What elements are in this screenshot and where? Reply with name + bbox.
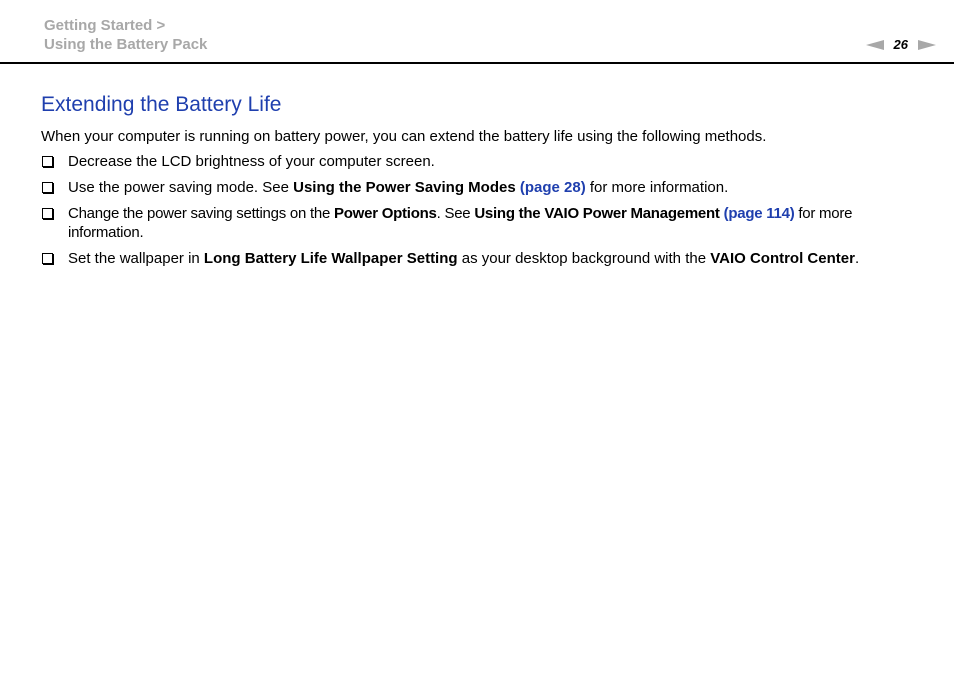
- item-bold-term: Using the VAIO Power Management: [474, 205, 720, 222]
- item-text: for more information.: [68, 205, 853, 241]
- methods-list: [41, 152, 921, 268]
- header-divider: [0, 62, 954, 64]
- item-text: . See: [436, 205, 475, 222]
- item-text: as your desktop background with the: [457, 250, 711, 267]
- item-text: Decrease the LCD brightness of your computer screen.: [68, 153, 435, 170]
- intro-paragraph: When your computer is running on battery power, you can extend the battery life using the following methods.: [41, 128, 767, 145]
- list-item: [41, 152, 921, 171]
- item-text: Change the power saving settings on the: [68, 205, 335, 222]
- item-bold-term: VAIO Control Center: [710, 250, 855, 267]
- next-page-arrow-icon[interactable]: [918, 40, 936, 50]
- breadcrumb-parent[interactable]: Getting Started >: [44, 17, 166, 34]
- breadcrumb-current[interactable]: Using the Battery Pack: [44, 36, 208, 53]
- page-number: 26: [893, 37, 908, 52]
- page-link[interactable]: (page 114): [723, 205, 795, 222]
- list-item: [41, 249, 921, 268]
- previous-page-arrow-icon[interactable]: [866, 40, 884, 50]
- item-bold-term: Power Options: [334, 205, 437, 222]
- item-bold-term: Using the Power Saving Modes: [293, 179, 516, 196]
- item-bold-term: Long Battery Life Wallpaper Setting: [203, 250, 458, 267]
- item-text: for more information.: [585, 179, 729, 196]
- page-navigation: [866, 37, 936, 52]
- item-text: Use the power saving mode. See: [68, 179, 294, 196]
- section-title: Extending the Battery Life: [41, 93, 282, 116]
- page-link[interactable]: (page 28): [519, 179, 586, 196]
- breadcrumb: [44, 16, 207, 54]
- checkbox-bullet-icon: [42, 182, 53, 193]
- item-text: Set the wallpaper in: [68, 250, 204, 267]
- list-item: [41, 178, 921, 197]
- checkbox-bullet-icon: [42, 253, 53, 264]
- list-item: [41, 204, 921, 242]
- checkbox-bullet-icon: [42, 208, 53, 219]
- item-text: .: [854, 250, 860, 267]
- main-content: [41, 92, 921, 275]
- checkbox-bullet-icon: [42, 156, 53, 167]
